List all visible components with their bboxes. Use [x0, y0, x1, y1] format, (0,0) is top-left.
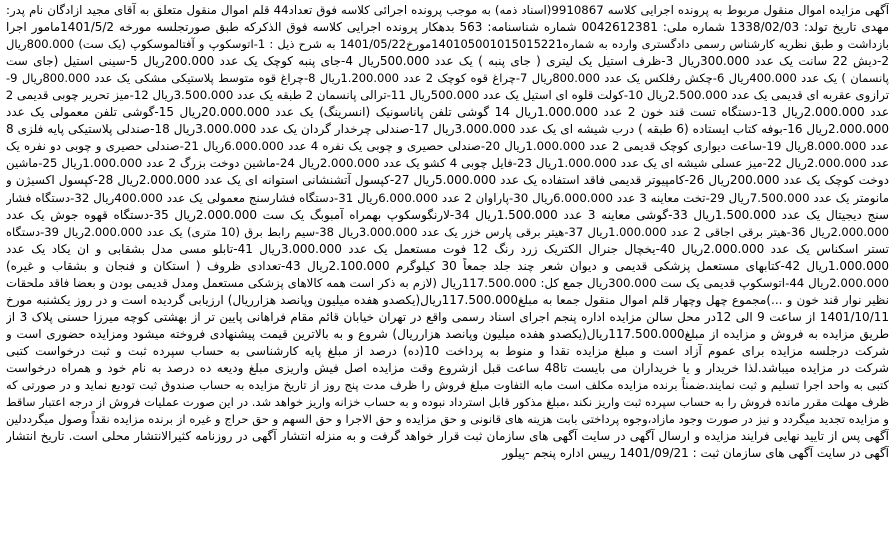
notice-line: 2.000.000ریال 16-بوفه کتاب ایستاده (6 طبقه ) درب شیشه ای یک عدد 3.000.000ریال 17-صندلی چرخدار گردان یک عدد 3.000.000ریال 18-صندلی پلاستیکی پایه فلزی 8: [6, 122, 889, 137]
notice-line: پانسمان ) یک عدد 400.000ریال 6-چکش رفلکس یک عدد 800.000ریال 7-چراغ قوه کوچک 2 عدد 1.200.000ریال 8-چراغ قوه متوسط پلاستیکی مشکی یک عدد 800.000ریال 9-: [6, 71, 889, 86]
notice-line: ترازوی عقربه ای قدیمی یک عدد 2.500.000ریال 10-کولت قلوه ای استیل یک عدد 500.000ریال 11-ترالی پانسمان 2 طبقه یک عدد 3.500.000ریال 12-میز تحریر چوبی قدیمی 2: [6, 88, 889, 103]
notice-line: مانومتر یک عدد 7.500.000ریال 29-تخت معاینه 3 عدد 6.000.000ریال 30-پاراوان 2 عدد 6.000.000ریال 31-دستگاه فشارسنج معمولی یک عدد 400.000ریال 32-دستگاه فشار: [6, 190, 889, 205]
notice-line: عدد 8.000.000ریال 19-ساعت دیواری کوچک قدیمی 2 عدد 1.000.000ریال 20-صندلی حصیری و چوبی یک نفره 4 عدد 6.000.000ریال 21-صندلی حصیری و چوبی دو نفره یک: [6, 139, 889, 154]
notice-line: آگهی پس از تایید نهایی فرایند مزایده و ارسال آگهی در سایت آگهی های سازمان ثبت قرار خواهد گرفت و به منزله انتشار آگهی در روزنامه کثیرالانتشار محلی است. تاریخ انتشار: [6, 429, 889, 444]
notice-line: 2.000.000ریال 36-هیتر برقی اجاقی 2 عدد 1.000.000ریال 37-هیتر برقی پارس خزر یک عدد 3.000.000ریال 38-سیم رابط برق (10 متری) یک عدد 2.000.000ریال 39-دستگاه: [6, 224, 889, 239]
notice-line: و مزایده تجدید میگردد و نیز در صورت وجود مازاد،وجوه پرداختی بابت هزینه های قانونی و حق مزایده و حق الاجرا و حق السهم و حق حراج و غیره از برنده مزایده نقداً وصول میگرددلین: [6, 412, 889, 427]
notice-line: 1401/10/11 از ساعت 9 الی 12در محل سالن مزایده اداره پنجم اجرای اسناد رسمی واقع در تهران خیابان قائم مقام فراهانی پایین تر از بهشتی کوچه میرزا حسنی پلاک 3 از: [6, 309, 889, 324]
notice-line: بازداشت و طبق نظریه کارشناس رسمی دادگستری وارده به شماره140105001015015221مورخ1401/05/22 به شرح ذیل : 1-اتوسکوپ و آفتالموسکوپ (یک ست) 800.000ریال: [6, 37, 889, 52]
notice-line: سنج دیجیتال یک عدد 1.500.000ریال 33-گوشی معاینه 3 عدد 1.500.000ریال 34-لارنگوسکوپ بهمراه آمبوبگ یک ست 2.000.000ریال 35-دستگاه قهوه جوش یک عدد: [6, 207, 889, 222]
notice-line: آگهی مزایده اموال منقول مربوط به پرونده اجرایی کلاسه 9910867(اسناد ذمه) به موجب پرونده اجرائی کلاسه فوق تعداد44 قلم اموال منقول متعلق به آقای مجید ازادگان نام پدر:: [6, 3, 889, 17]
notice-line: تستر اسکناس یک عدد 2.000.000ریال 40-یخچال جنرال الکتریک زرد رنگ 12 فوت مستعمل یک عدد 3.000.000ریال 41-تابلو مسی مدل بشقابی و ان یکاد یک عدد: [6, 241, 889, 256]
notice-line: 2-دیش 22 سانت یک عدد 300.000ریال 3-ظرف استیل یک لیتری ( جای پنبه ) یک عدد 500.000ریال 4-جای پنبه کوچک یک عدد 200.000ریال 5-سینی استیل (جای ست: [6, 54, 889, 69]
notice-line: 1.000.000ریال 42-کتابهای مستعمل پزشکی قدیمی و دیوان شعر چند جلد جمعاً 30 کیلوگرم 2.100.000ریال 43-تعدادی ظروف ( استکان و فنجان و بشقاب و غیره): [6, 258, 889, 273]
notice-line: طریق مزایده به فروش و مزایده از مبلغ117.500.000ریال(یکصدو هفده میلیون وپانصد هزارریال) شروع و به بالاترین قیمت پیشنهادی فروخته میشود ومزایده حضوری است و: [6, 326, 889, 341]
notice-line: مهدی تاریخ تولد: 1338/02/03 شماره ملی: 0042612381 شماره شناسنامه: 563 بدهکار پرونده اجرایی کلاسه فوق الذکرکه طبق صورتجلسه مورخه 1401/5/2مامور اجرا: [6, 20, 889, 35]
notice-line: عدد 2.000.000ریال 13-دستگاه تست قند خون 2 عدد 1.000.000ریال 14 گوشی تلفن پاناسونیک (انسرینگ) یک عدد 20.000.000ریال 15-گوشی تلفن معمولی یک عدد: [6, 105, 889, 120]
notice-line: کتبی به واحد اجرا تسلیم و ثبت نمایند.ضمناً برنده مزایده مکلف است مابه التفاوت مبلغ فروش را ظرف مدت پنج روز از تاریخ مزایده به حساب صندوق ثبت تودیع نماید و در صورتی که: [6, 378, 889, 393]
notice-line: 2.000.000ریال 44-اتوسکوپ قدیمی یک ست 300.000ریال جمع کل: 117.500.000ریال (لازم به ذکر است همه کالاهای پزشکی مستعمل ومدل قدیمی بودن و بعضا فاقد ملحقات: [6, 275, 889, 290]
notice-line: آگهی در سایت آگهی های سازمان ثبت : 1401/09/21 رییس اداره پنجم -پیلور: [502, 446, 889, 461]
notice-line: دوخت کوچک یک عدد 200.000ریال 26-کامپیوتر قدیمی فاقد استفاده یک عدد 5.000.000ریال 27-کپسول آتشنشانی استوانه ای یک عدد 2.000.000ریال 28-کپسول اکسیژن و: [6, 173, 889, 188]
notice-line: شرکت در مزایده میباشد.لذا خریدار و یا خریداران می بایست تا48 ساعت قبل ازشروع وقت مزایده اصل فیش واریزی مبلغ ودیعه ده درصد به نام خود و همراه درخواست: [6, 360, 889, 375]
notice-line: عدد 2.000.000ریال 22-میز عسلی شیشه ای یک عدد 1.000.000ریال 23-فایل چوبی 4 کشو یک عدد 2.000.000ریال 24-ماشین دوخت بزرگ 2 عدد 1.000.000ریال 25-ماشین: [6, 156, 889, 171]
notice-line: ظرف مهلت مقرر مانده فروش را به حساب سپرده ثبت واریز نکند ،مبلغ مذکور قابل استرداد نبوده و به حساب خزانه واریز خواهد شد. در این صورت عملیات فروش از درجه اعتبار ساقط: [6, 395, 889, 410]
notice-line: نظیر نوار قند خون و ...)مجموع چهل وچهار قلم اموال منقول جمعا به مبلغ117.500.000ریال(یکصدو هفده میلیون وپانصد هزارریال) ارزیابی گردیده است و در روز یکشنبه مورخ: [6, 292, 889, 307]
notice-line: شرکت درجلسه مزایده برای عموم آزاد است و مبلغ مزایده نقدا و منوط به پرداخت 10(ده) درصد از مبلغ پایه کارشناسی به حساب سپرده ثبت و ثبت درخواست کتبی: [6, 343, 889, 358]
